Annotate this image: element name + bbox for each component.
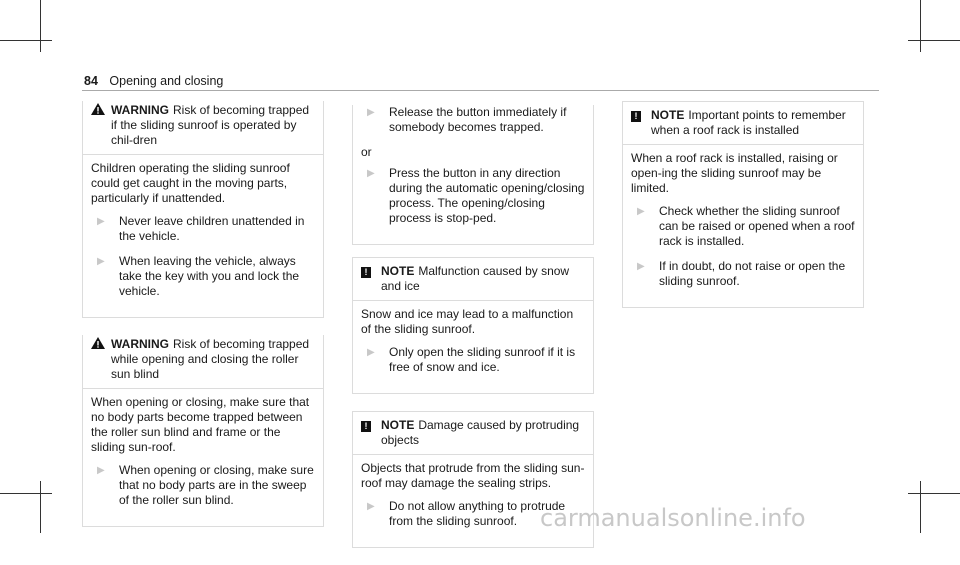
step-arrow-icon: ▶ bbox=[367, 501, 375, 512]
warning-title: Risk of becoming trapped if the sliding sunroof is operated by chil-dren bbox=[111, 103, 310, 147]
list-item: ▶ Release the button immediately if somebody becomes trapped. bbox=[361, 105, 585, 135]
crop-mark bbox=[920, 481, 921, 533]
crop-mark bbox=[920, 0, 921, 52]
note-title: Malfunction caused by snow and ice bbox=[381, 264, 570, 293]
exclamation-square-icon: ! bbox=[361, 421, 371, 432]
page-number: 84 bbox=[84, 74, 98, 88]
note-body: Snow and ice may lead to a malfunction of the sliding sunroof. bbox=[361, 307, 574, 336]
step-arrow-icon: ▶ bbox=[367, 168, 375, 179]
warning-triangle-icon bbox=[91, 337, 111, 382]
note-body: When a roof rack is installed, raising or open-ing the sliding sunroof may be limited. bbox=[631, 151, 838, 195]
warning-label: WARNING bbox=[111, 337, 169, 351]
list-item: ▶ Never leave children unattended in the vehicle. bbox=[91, 214, 315, 244]
warning-triangle-icon bbox=[91, 103, 111, 148]
crop-mark bbox=[0, 40, 52, 41]
column-3 bbox=[622, 101, 864, 325]
column-1 bbox=[82, 101, 324, 544]
step-arrow-icon: ▶ bbox=[97, 256, 105, 267]
step-arrow-icon: ▶ bbox=[367, 107, 375, 118]
note-label: NOTE bbox=[381, 264, 415, 278]
release-instructions bbox=[352, 105, 594, 245]
header-divider bbox=[82, 90, 879, 91]
warning-body: Children operating the sliding sunroof could get caught in the moving parts, particularly if unattended. bbox=[91, 161, 290, 205]
step-arrow-icon: ▶ bbox=[637, 206, 645, 217]
note-title: Important points to remember when a roof rack is installed bbox=[651, 108, 846, 137]
step-arrow-icon: ▶ bbox=[97, 216, 105, 227]
page-header bbox=[84, 74, 223, 88]
crop-mark bbox=[40, 481, 41, 533]
list-item: ▶ If in doubt, do not raise or open the sliding sunroof. bbox=[631, 259, 855, 289]
list-item: ▶ Do not allow anything to protrude from the sliding sunroof. bbox=[361, 499, 585, 529]
note-box bbox=[622, 101, 864, 308]
crop-mark bbox=[908, 493, 960, 494]
list-item: ▶ Only open the sliding sunroof if it is free of snow and ice. bbox=[361, 345, 585, 375]
note-box bbox=[352, 257, 594, 394]
warning-box bbox=[82, 335, 324, 527]
crop-mark bbox=[908, 40, 960, 41]
crop-mark bbox=[40, 0, 41, 52]
crop-mark bbox=[0, 493, 52, 494]
warning-title: Risk of becoming trapped while opening and closing the roller sun blind bbox=[111, 337, 310, 381]
warning-box bbox=[82, 101, 324, 318]
note-label: NOTE bbox=[381, 418, 415, 432]
note-label: NOTE bbox=[651, 108, 685, 122]
warning-body: When opening or closing, make sure that no body parts become trapped between the roller sun blind and frame or the sliding sun-roof. bbox=[91, 395, 310, 454]
watermark: carmanualsonline.info bbox=[540, 504, 806, 532]
section-title: Opening and closing bbox=[109, 74, 224, 88]
step-arrow-icon: ▶ bbox=[637, 261, 645, 272]
column-2 bbox=[352, 101, 594, 565]
warning-label: WARNING bbox=[111, 103, 169, 117]
list-item: ▶ Check whether the sliding sunroof can be raised or opened when a roof rack is installed. bbox=[631, 204, 855, 249]
note-body: Objects that protrude from the sliding sun-roof may damage the sealing strips. bbox=[361, 461, 585, 490]
or-text: or bbox=[361, 145, 372, 159]
list-item: ▶ Press the button in any direction during the automatic opening/closing process. The opening/closing process is stop-ped. bbox=[361, 166, 585, 226]
step-arrow-icon: ▶ bbox=[367, 347, 375, 358]
note-title: Damage caused by protruding objects bbox=[381, 418, 580, 447]
step-arrow-icon: ▶ bbox=[97, 465, 105, 476]
exclamation-square-icon: ! bbox=[631, 111, 641, 122]
list-item: ▶ When leaving the vehicle, always take the key with you and lock the vehicle. bbox=[91, 254, 315, 299]
list-item: ▶ When opening or closing, make sure that no body parts are in the sweep of the roller sun blind. bbox=[91, 463, 315, 508]
exclamation-square-icon: ! bbox=[361, 267, 371, 278]
